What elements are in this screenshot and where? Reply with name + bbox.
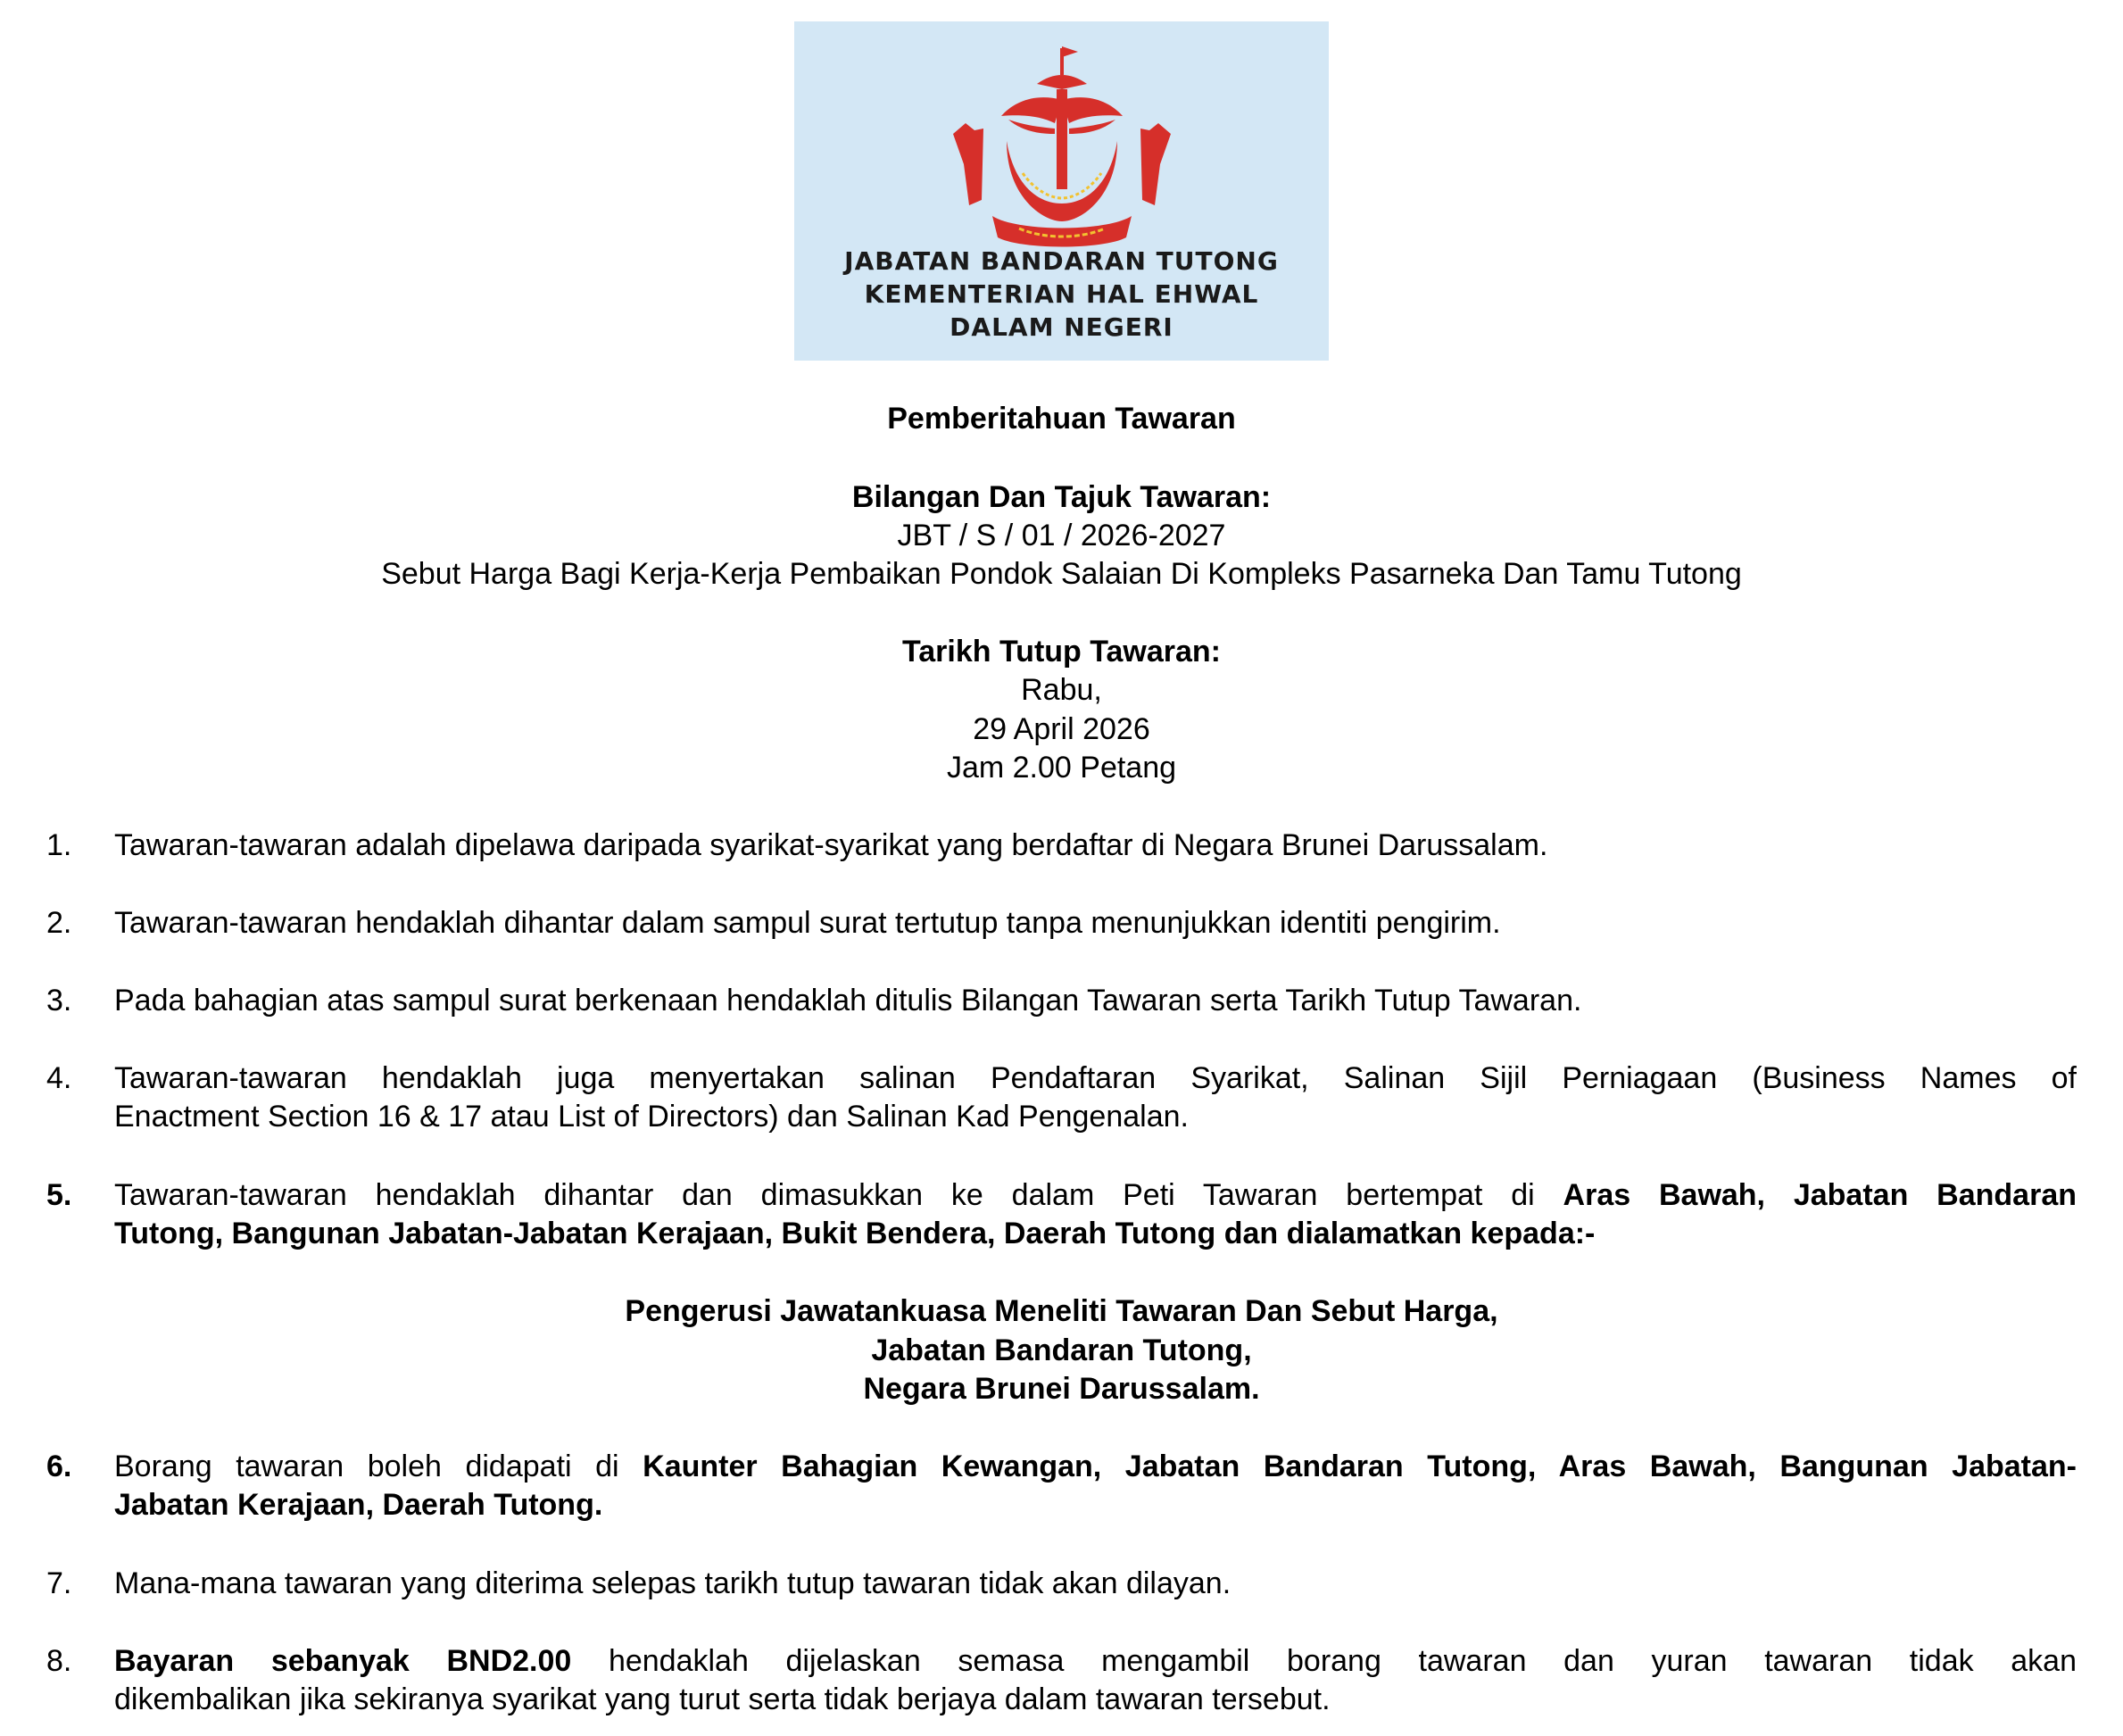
address-line-1: Pengerusi Jawatankuasa Meneliti Tawaran Dan Sebut Harga, (625, 1294, 1498, 1328)
closing-date: 29 April 2026 (973, 712, 1150, 746)
item-text-bold: Bayaran sebanyak BND2.00 (114, 1644, 572, 1678)
department-logo (794, 21, 1329, 361)
address-line-2: Jabatan Bandaran Tutong, (871, 1333, 1252, 1367)
notice-title: Pemberitahuan Tawaran (887, 402, 1236, 436)
item-number: 7. (46, 1566, 72, 1600)
item-number: 2. (46, 906, 72, 940)
logo-title-line-2: KEMENTERIAN HAL EHWAL (864, 279, 1259, 309)
item-text-regular: Tawaran-tawaran hendaklah dihantar dan dimasukkan ke dalam Peti Tawaran bertempat di (114, 1178, 1563, 1212)
item-text-regular: Borang tawaran boleh didapati di (114, 1449, 643, 1483)
item-text-bold: Aras Bawah, Jabatan Bandaran (1563, 1178, 2077, 1212)
item-number: 4. (46, 1061, 72, 1095)
item-text: Tawaran-tawaran hendaklah dihantar dalam sampul surat tertutup tanpa menunjukkan identiti pengirim. (114, 906, 1501, 940)
item-text-line-1 (114, 1176, 2077, 1215)
closing-day: Rabu, (1021, 673, 1102, 707)
address-line-3: Negara Brunei Darussalam. (863, 1372, 1260, 1406)
item-text-line-1 (114, 1642, 2077, 1681)
offer-number: JBT / S / 01 / 2026-2027 (897, 519, 1226, 552)
item-text-bold: Kaunter Bahagian Kewangan, Jabatan Bandaran Tutong, Aras Bawah, Bangunan Jabatan- (643, 1449, 2077, 1483)
item-text-line-2: Tutong, Bangunan Jabatan-Jabatan Kerajaan, Bukit Bendera, Daerah Tutong dan dialamatkan kepada:- (114, 1217, 1596, 1250)
item-text-line-1: Tawaran-tawaran hendaklah juga menyertakan salinan Pendaftaran Syarikat, Salinan Sijil Perniagaan (Business Names of (114, 1061, 2077, 1095)
brunei-crest-icon (937, 30, 1187, 253)
item-text-line-1 (114, 1448, 2077, 1486)
item-text: Mana-mana tawaran yang diterima selepas tarikh tutup tawaran tidak akan dilayan. (114, 1566, 1232, 1600)
item-number: 3. (46, 984, 72, 1018)
offer-number-label: Bilangan Dan Tajuk Tawaran: (851, 480, 1272, 514)
closing-time: Jam 2.00 Petang (946, 751, 1177, 785)
logo-title-line-1: JABATAN BANDARAN TUTONG (844, 246, 1279, 276)
item-text-line-2: dikembalikan jika sekiranya syarikat yang turut serta tidak berjaya dalam tawaran tersebut. (114, 1682, 1331, 1716)
item-number: 6. (46, 1449, 72, 1483)
closing-date-label: Tarikh Tutup Tawaran: (901, 635, 1222, 669)
item-number: 8. (46, 1644, 72, 1678)
logo-title-line-3: DALAM NEGERI (950, 312, 1173, 342)
item-number: 1. (46, 828, 72, 862)
offer-subject: Sebut Harga Bagi Kerja-Kerja Pembaikan Pondok Salaian Di Kompleks Pasarneka Dan Tamu Tutong (381, 557, 1742, 591)
item-text-line-2: Enactment Section 16 & 17 atau List of Directors) dan Salinan Kad Pengenalan. (114, 1100, 1189, 1134)
item-text: Tawaran-tawaran adalah dipelawa daripada syarikat-syarikat yang berdaftar di Negara Brunei Darussalam. (114, 828, 1548, 862)
item-text-regular: hendaklah dijelaskan semasa mengambil borang tawaran dan yuran tawaran tidak akan (571, 1644, 2077, 1678)
item-text-line-2: Jabatan Kerajaan, Daerah Tutong. (114, 1488, 603, 1522)
item-number: 5. (46, 1178, 72, 1212)
item-text: Pada bahagian atas sampul surat berkenaan hendaklah ditulis Bilangan Tawaran serta Tarikh Tutup Tawaran. (114, 984, 1582, 1018)
